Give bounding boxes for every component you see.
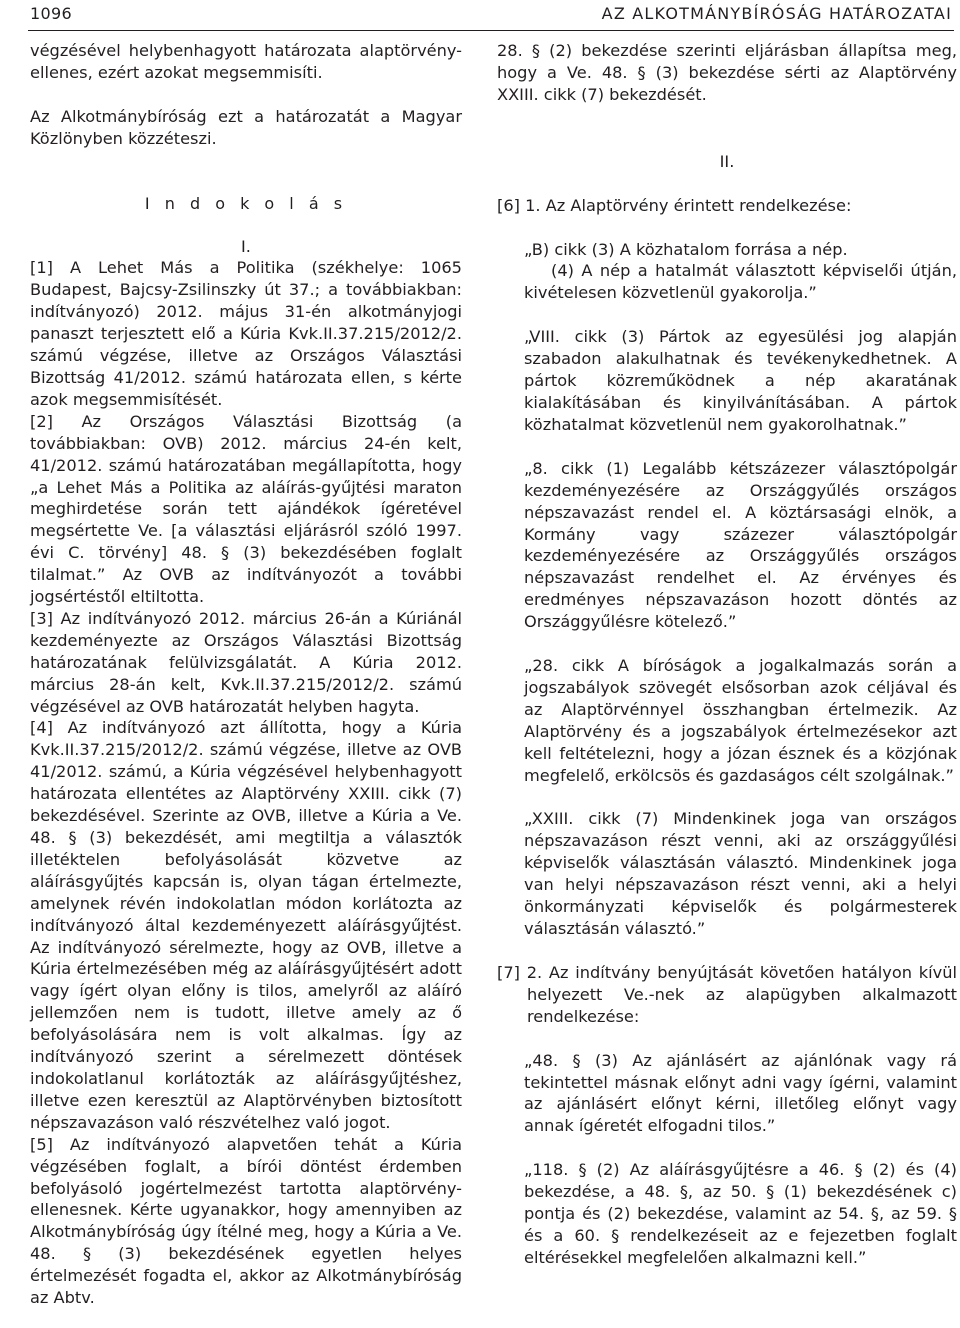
quote-article-B	[524, 239, 957, 305]
paragraph-4: [4] Az indítványozó azt állította, hogy a Kúria Kvk.II.37.215/2012/2. számú végzése, illetve az OVB 41/2012. számú, a Kúria végzésével helybenhagyott határozata ellentétes az Alaptörvény XXIII. cikk (7) bekezdésével. Szerinte az OVB, illetve a Kúria a Ve. 48. § (3) bekezdését, ami megtiltja a választók illetéktelen befolyásolását közvetve az aláírásgyűjtés kapcsán is, olyan tágan értelmezte, amelynek révén indokolatlan módon korlátozta az indítványozó által kezdeményezett aláírásgyűjtést. Az indítványozó sérelmezte, hogy az OVB, illetve a Kúria értelmezésében még az aláírásgyűjtésért adott vagy ígért olyan előny is tilos, amelyről az aláíró jellemzően nem is tudott, illetve amely az ő befolyásolására nem is volt alkalmas. Így az indítványozó szerint a sérelmezett döntések indokolatlanul korlátozták az aláírásgyűjtéshez, illetve ezen keresztül az Alaptörvényben biztosított népszavazáson való részvételhez való jogot.	[30, 718, 462, 1132]
paragraph-3: [3] Az indítványozó 2012. március 26-án a Kúriánál kezdeményezte az Országos Választási Bizottság határozatának felülvizsgálatát. A Kúria 2012. március 28-án kelt, Kvk.II.37.215/2012/2. számú végzésével az OVB határozatát helyben hagyta.	[30, 608, 462, 716]
quote-article-8: „8. cikk (1) Legalább kétszázezer választópolgár kezdeményezésére az Országgyűlés országos népszavazást rendel el. A köztársasági elnök, a Kormány vagy százezer választópolgár kezdeményezésére az Országgyűlés országos népszavazást rendelhet el. Az érvényes és eredményes népszavazáson hozott döntés az Országgyűlésre kötelező.”	[524, 458, 957, 632]
intro-paragraph: végzésével helybenhagyott határozata alaptörvény-ellenes, ezért azokat megsemmisíti.	[30, 41, 462, 82]
quote-ve-48: „48. § (3) Az ajánlásért az ajánlónak vagy rá tekintettel másnak előnyt adni vagy ígérni, valamint az ajánlásért előnyt kérni, illetőleg előnyt vagy annak ígéretét elfogadni tilos.”	[524, 1050, 957, 1136]
left-column	[30, 40, 462, 1309]
quote-ve-118: „118. § (2) Az aláírásgyűjtésre a 46. § (2) és (4) bekezdése, a 48. §, az 50. § (1) bekezdésének c) pontja és (2) bekezdése, valamint az 54. §, az 59. § és a 60. § rendelkezéseit az e fejezetben foglalt eltérésekkel megfelelően alkalmazni kell.”	[524, 1160, 957, 1267]
section-heading-I: I.	[241, 236, 251, 256]
header-rule	[28, 30, 954, 31]
paragraph-1: [1] A Lehet Más a Politika (székhelye: 1065 Budapest, Bajcsy-Zsilinszky út 37.; a továbbiakban: indítványozó) 2012. május 31-én alkotmányjogi panaszt terjesztett elő a Kúria Kvk.II.37.215/2012/2. számú végzése, illetve az Országos Választási Bizottság 41/2012. számú határozata ellen, s kérte azok megsemmisítését.	[30, 258, 462, 409]
paragraph-6: [6] 1. Az Alaptörvény érintett rendelkezése:	[497, 195, 852, 215]
paragraph-2: [2] Az Országos Választási Bizottság (a továbbiakban: OVB) 2012. március 24-én kelt, 41/2012. számú határozatában megállapította, hogy „a Lehet Más a Politika az aláírás-gyűjtési maraton meghirdetése során tett ajándékok ígéretével megsértette Ve. [a választási eljárásról szóló 1997. évi C. törvény] 48. § (3) bekezdésében foglalt tilalmat.” Az OVB az indítványozót a további jogsértéstől eltiltotta.	[30, 411, 462, 607]
quote-article-B-4: (4) A nép a hatalmát választott képviselői útján, kivételesen közvetlenül gyakorolja.”	[524, 261, 957, 303]
paragraph-7: [7] 2. Az indítvány benyújtását követően hatályon kívül helyezett Ve.-nek az alapügyben alkalmazott rendelkezése:	[497, 962, 957, 1026]
section-heading-II: II.	[719, 151, 735, 171]
quote-article-28: „28. cikk A bíróságok a jogalkalmazás során a jogszabályok szövegét elsősorban azok céljával és az Alaptörvénnyel összhangban értelmezik. Az Alaptörvény és a jogszabályok értelmezésekor azt kell feltételezni, hogy a józan észnek és a közjónak megfelelő, erkölcsös és gazdaságos célt szolgálnak.”	[524, 656, 957, 785]
paragraph-5: [5] Az indítványozó alapvetően tehát a Kúria végzésében foglalt, a bírói döntést érdemben befolyásoló jogértelmezést tartotta alaptörvény-ellenesnek. Kérte ugyanakkor, hogy amennyiben az Alkotmánybíróság úgy ítélné meg, hogy a Kúria a Ve. 48. § (3) bekezdésének egyetlen helyes értelmezését fogadta el, akkor az Alkotmánybíróság az Abtv.	[30, 1134, 462, 1308]
publication-order: Az Alkotmánybíróság ezt a határozatát a Magyar Közlönyben közzéteszi.	[30, 106, 462, 148]
page-number: 1096	[30, 4, 72, 23]
quote-article-VIII: „VIII. cikk (3) Pártok az egyesülési jog alapján szabadon alakulhatnak és tevékenykedhetnek. A pártok közreműködnek a nép akaratának kialakításában és kinyilvánításában. A pártok közhatalmat közvetlenül nem gyakorolhatnak.”	[524, 327, 957, 434]
page-header	[0, 0, 960, 34]
continued-paragraph: 28. § (2) bekezdése szerinti eljárásban állapítsa meg, hogy a Ve. 48. § (3) bekezdése sérti az Alaptörvény XXIII. cikk (7) bekezdését.	[497, 41, 957, 104]
quote-article-B-3: „B) cikk (3) A közhatalom forrása a nép.	[524, 239, 848, 259]
quote-article-XXIII: „XXIII. cikk (7) Mindenkinek joga van országos népszavazáson részt venni, aki az országgyűlési képviselők választásán választó. Mindenkinek joga van helyi népszavazáson részt venni, aki a helyi önkormányzati képviselők és polgármesterek választásán választó.”	[524, 809, 957, 938]
running-head: AZ ALKOTMÁNYBÍRÓSÁG HATÁROZATAI	[601, 4, 952, 23]
right-column	[497, 40, 957, 1269]
indoklas-heading: I n d o k o l á s	[144, 193, 348, 213]
